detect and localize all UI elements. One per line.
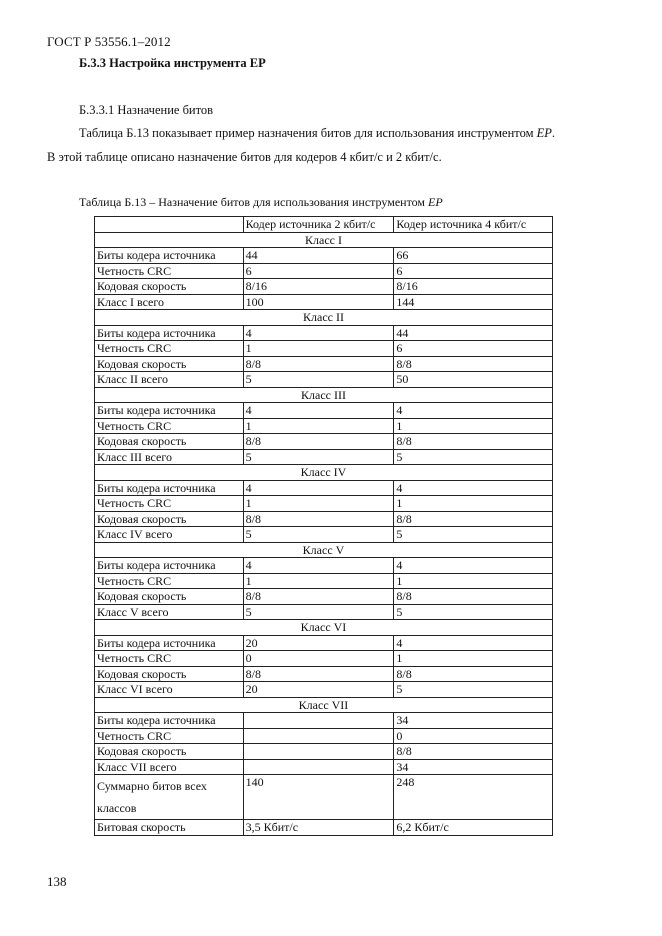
class-section-header-row	[95, 465, 553, 481]
row-label: Кодовая скорость	[95, 279, 244, 295]
table-row	[95, 589, 553, 605]
value-2kbps: 1	[243, 496, 394, 512]
table-row	[95, 744, 553, 760]
table-row	[95, 403, 553, 419]
value-4kbps: 66	[394, 248, 553, 264]
bitrate-4kbps: 6,2 Кбит/с	[394, 820, 553, 836]
value-4kbps: 5	[394, 682, 553, 698]
table-row	[95, 558, 553, 574]
class-section-header-row	[95, 542, 553, 558]
row-label: Класс VI всего	[95, 682, 244, 698]
class-section-title: Класс V	[95, 542, 553, 558]
table-row	[95, 248, 553, 264]
value-2kbps: 8/8	[243, 434, 394, 450]
value-4kbps: 1	[394, 651, 553, 667]
bit-allocation-table	[94, 216, 553, 836]
value-2kbps: 8/8	[243, 511, 394, 527]
value-2kbps: 4	[243, 480, 394, 496]
row-label: Четность CRC	[95, 573, 244, 589]
value-4kbps: 44	[394, 325, 553, 341]
value-4kbps: 34	[394, 713, 553, 729]
row-label: Четность CRC	[95, 341, 244, 357]
table-row	[95, 356, 553, 372]
class-section-header-row	[95, 232, 553, 248]
value-4kbps: 144	[394, 294, 553, 310]
table-row	[95, 728, 553, 744]
row-label: Кодовая скорость	[95, 356, 244, 372]
value-2kbps: 1	[243, 573, 394, 589]
value-2kbps: 0	[243, 651, 394, 667]
section-title: Б.3.3 Настройка инструмента ЕР	[79, 56, 266, 70]
value-4kbps: 1	[394, 573, 553, 589]
class-section-title: Класс III	[95, 387, 553, 403]
bitrate-2kbps: 3,5 Кбит/с	[243, 820, 394, 836]
value-2kbps: 1	[243, 418, 394, 434]
table-row	[95, 573, 553, 589]
row-label: Биты кодера источника	[95, 325, 244, 341]
row-label: Класс IV всего	[95, 527, 244, 543]
value-2kbps	[243, 759, 394, 775]
header-cell-4kbps: Кодер источника 4 кбит/с	[394, 217, 553, 233]
value-4kbps: 6	[394, 263, 553, 279]
class-section-header-row	[95, 310, 553, 326]
row-label: Биты кодера источника	[95, 403, 244, 419]
value-4kbps: 8/16	[394, 279, 553, 295]
value-4kbps: 8/8	[394, 744, 553, 760]
row-label: Четность CRC	[95, 728, 244, 744]
table-row	[95, 325, 553, 341]
total-bits-label: Суммарно битов всех классов	[95, 775, 244, 820]
value-2kbps: 5	[243, 449, 394, 465]
row-label: Класс I всего	[95, 294, 244, 310]
value-4kbps: 34	[394, 759, 553, 775]
table-caption-emphasis: ЕР	[428, 195, 443, 209]
row-label: Класс VII всего	[95, 759, 244, 775]
table-header-row	[95, 217, 553, 233]
row-label: Кодовая скорость	[95, 511, 244, 527]
value-4kbps: 8/8	[394, 666, 553, 682]
header-cell-2kbps: Кодер источника 2 кбит/с	[243, 217, 394, 233]
value-2kbps: 4	[243, 403, 394, 419]
value-2kbps: 5	[243, 372, 394, 388]
total-bits-4kbps: 248	[394, 775, 553, 820]
value-4kbps: 1	[394, 496, 553, 512]
table-row	[95, 341, 553, 357]
value-2kbps: 20	[243, 635, 394, 651]
row-label: Биты кодера источника	[95, 635, 244, 651]
row-label: Кодовая скорость	[95, 744, 244, 760]
value-4kbps: 5	[394, 449, 553, 465]
paragraph-1-end: .	[551, 126, 556, 140]
row-label: Биты кодера источника	[95, 713, 244, 729]
row-label: Класс II всего	[95, 372, 244, 388]
value-2kbps	[243, 744, 394, 760]
row-label: Класс V всего	[95, 604, 244, 620]
value-4kbps: 8/8	[394, 511, 553, 527]
table-row	[95, 635, 553, 651]
row-label: Четность CRC	[95, 263, 244, 279]
table-caption-text: Таблица Б.13 – Назначение битов для использования инструментом	[79, 195, 429, 209]
value-2kbps: 8/16	[243, 279, 394, 295]
row-label: Кодовая скорость	[95, 434, 244, 450]
table-row	[95, 418, 553, 434]
value-2kbps: 20	[243, 682, 394, 698]
row-label: Биты кодера источника	[95, 480, 244, 496]
table-row	[95, 511, 553, 527]
class-section-header-row	[95, 387, 553, 403]
value-4kbps: 8/8	[394, 356, 553, 372]
value-2kbps	[243, 728, 394, 744]
table-row	[95, 449, 553, 465]
class-section-title: Класс VI	[95, 620, 553, 636]
class-section-title: Класс IV	[95, 465, 553, 481]
value-4kbps: 8/8	[394, 589, 553, 605]
value-2kbps: 8/8	[243, 666, 394, 682]
row-label: Четность CRC	[95, 418, 244, 434]
class-section-title: Класс VII	[95, 697, 553, 713]
value-4kbps: 50	[394, 372, 553, 388]
value-4kbps: 4	[394, 480, 553, 496]
value-2kbps: 8/8	[243, 356, 394, 372]
table-row	[95, 527, 553, 543]
value-2kbps: 4	[243, 558, 394, 574]
table-row	[95, 263, 553, 279]
paragraph-1-emphasis: ЕР	[536, 126, 552, 140]
bit-allocation-table-body	[95, 217, 553, 836]
value-4kbps: 5	[394, 604, 553, 620]
row-label: Класс III всего	[95, 449, 244, 465]
value-2kbps: 44	[243, 248, 394, 264]
table-caption	[79, 195, 443, 210]
row-label: Биты кодера источника	[95, 558, 244, 574]
value-4kbps: 8/8	[394, 434, 553, 450]
table-row	[95, 496, 553, 512]
value-2kbps: 8/8	[243, 589, 394, 605]
paragraph-1	[79, 126, 555, 141]
table-row	[95, 604, 553, 620]
value-2kbps: 5	[243, 604, 394, 620]
total-bits-2kbps: 140	[243, 775, 394, 820]
row-label: Кодовая скорость	[95, 666, 244, 682]
value-4kbps: 4	[394, 403, 553, 419]
class-section-header-row	[95, 697, 553, 713]
class-section-header-row	[95, 620, 553, 636]
header-cell-empty	[95, 217, 244, 233]
table-row	[95, 372, 553, 388]
table-row	[95, 666, 553, 682]
row-label: Биты кодера источника	[95, 248, 244, 264]
bitrate-row	[95, 820, 553, 836]
document-header: ГОСТ Р 53556.1–2012	[47, 34, 171, 49]
row-label: Кодовая скорость	[95, 589, 244, 605]
table-row	[95, 651, 553, 667]
table-row	[95, 279, 553, 295]
bitrate-label: Битовая скорость	[95, 820, 244, 836]
class-section-title: Класс II	[95, 310, 553, 326]
value-4kbps: 4	[394, 558, 553, 574]
paragraph-2: В этой таблице описано назначение битов для кодеров 4 кбит/с и 2 кбит/с.	[47, 150, 442, 164]
table-row	[95, 713, 553, 729]
value-4kbps: 1	[394, 418, 553, 434]
value-4kbps: 4	[394, 635, 553, 651]
table-row	[95, 480, 553, 496]
subsection-title: Б.3.3.1 Назначение битов	[79, 103, 214, 117]
total-bits-row	[95, 775, 553, 820]
paragraph-1-text: Таблица Б.13 показывает пример назначения битов для использования инструментом	[79, 126, 537, 140]
table-row	[95, 759, 553, 775]
value-2kbps: 1	[243, 341, 394, 357]
table-row	[95, 434, 553, 450]
value-2kbps: 6	[243, 263, 394, 279]
value-4kbps: 6	[394, 341, 553, 357]
table-row	[95, 294, 553, 310]
value-2kbps: 5	[243, 527, 394, 543]
page-number: 138	[47, 874, 67, 889]
value-4kbps: 0	[394, 728, 553, 744]
value-2kbps: 100	[243, 294, 394, 310]
value-2kbps: 4	[243, 325, 394, 341]
row-label: Четность CRC	[95, 496, 244, 512]
value-2kbps	[243, 713, 394, 729]
value-4kbps: 5	[394, 527, 553, 543]
row-label: Четность CRC	[95, 651, 244, 667]
class-section-title: Класс I	[95, 232, 553, 248]
table-row	[95, 682, 553, 698]
